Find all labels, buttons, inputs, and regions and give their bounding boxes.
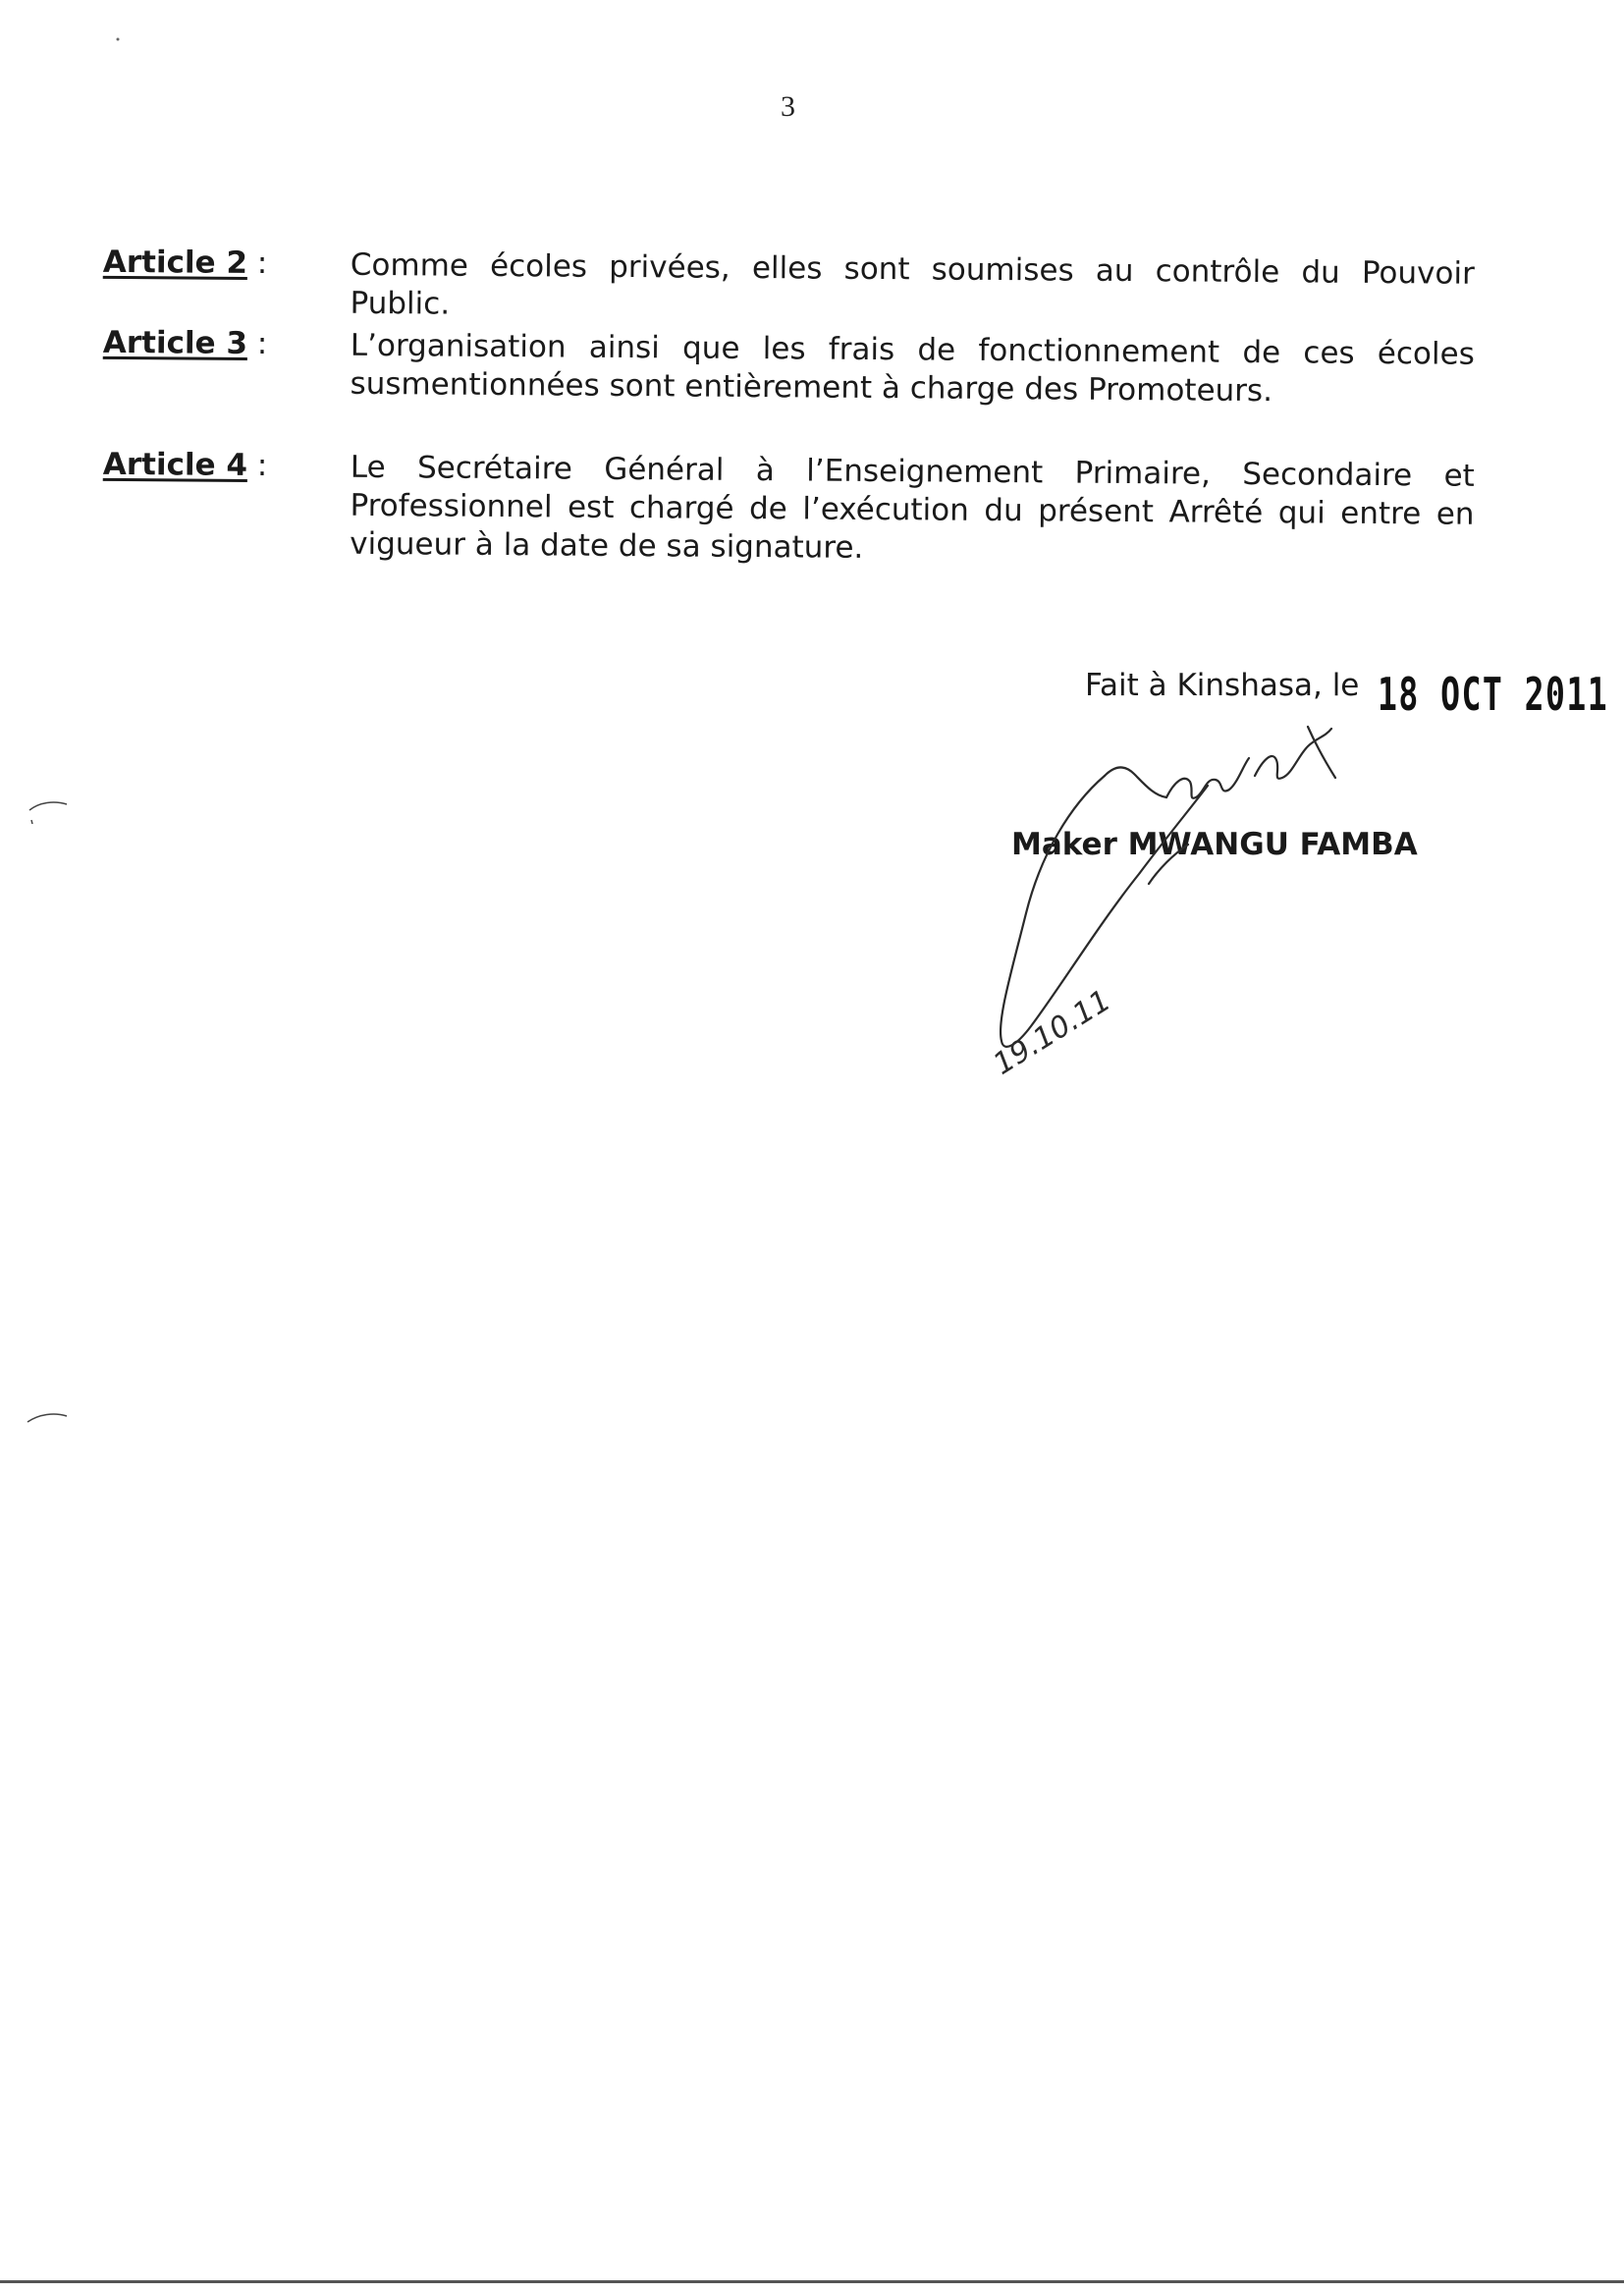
- article-text: Le Secrétaire Général à l’Enseignement Primaire, Secondaire et Professionnel est chargé de l’exécution du présent Arrêté qui entre en vigueur à la date de sa signature.: [350, 449, 1475, 566]
- signature-tail-stroke: [1149, 845, 1188, 884]
- article-label-word: Article 2: [102, 244, 248, 281]
- scan-speck: [20, 1404, 79, 1434]
- article-text: L’organisation ainsi que les frais de fonctionnement de ces écoles susmentionnées sont entièrement à charge des Promoteurs.: [350, 327, 1475, 410]
- signature-loop-stroke: [1105, 767, 1166, 797]
- scan-speck: [20, 791, 79, 830]
- scan-speck: [108, 29, 128, 49]
- signature-flourish-stroke: [1255, 729, 1331, 779]
- article-label: [103, 325, 268, 361]
- article-4: [0, 446, 1624, 566]
- signature-cross-stroke: [1308, 727, 1335, 778]
- date-stamp: 18 OCT 2011: [1378, 668, 1609, 721]
- article-label-separator: :: [246, 245, 268, 282]
- article-2: [0, 244, 1624, 322]
- page-number: 3: [781, 90, 795, 123]
- handwritten-date: 19.10.11: [987, 983, 1117, 1082]
- article-label-separator: :: [246, 447, 268, 484]
- article-label: [103, 447, 268, 483]
- article-text: Comme écoles privées, elles sont soumises au contrôle du Pouvoir Public.: [350, 246, 1475, 322]
- signer-name: Maker MWANGU FAMBA: [1011, 827, 1418, 862]
- signing-place: Fait à Kinshasa, le: [1085, 668, 1360, 703]
- scan-edge-rule: [0, 2280, 1624, 2283]
- article-label-word: Article 4: [102, 446, 248, 483]
- article-label-separator: :: [246, 325, 268, 362]
- article-label-word: Article 3: [102, 324, 248, 361]
- handwritten-signature: [943, 687, 1394, 1100]
- signature-name-stroke: [1166, 758, 1249, 798]
- article-label: [103, 245, 268, 281]
